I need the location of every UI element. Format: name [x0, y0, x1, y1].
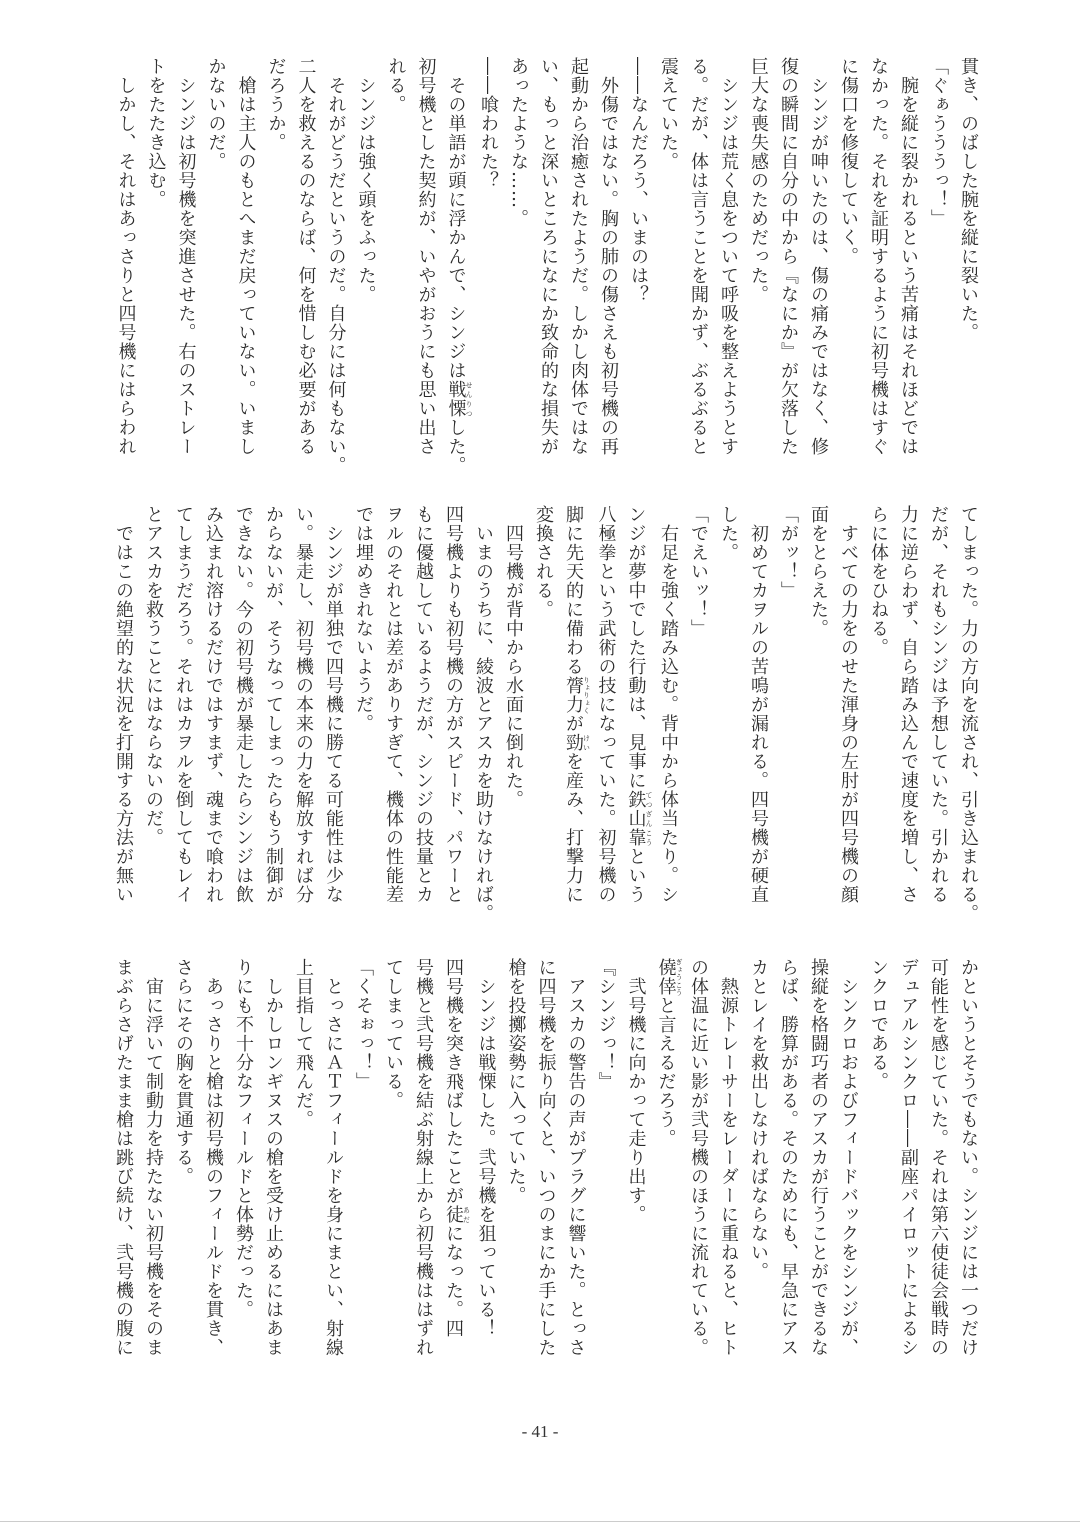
text-column: らば、勝算がある。そのためにも、早急にアス	[778, 958, 799, 1357]
ruby-annotation: 膂力りょりょく	[563, 676, 591, 714]
text-column: 初めてカヲルの苦鳴が漏れる。四号機が硬直	[748, 505, 769, 904]
text-tier-bottom	[113, 958, 983, 1362]
text-column: い、もっと深いところになにか致命的な損失が	[538, 57, 559, 456]
text-column: ンジが夢中でした行動は、見事に鉄山靠てつざんこうという	[625, 505, 653, 904]
text-column: 宙に浮いて制動力を持たない初号機をそのま	[143, 958, 164, 1357]
text-column: とアスカを救うことにはならないのだ。	[143, 505, 164, 847]
text-column: れる。	[385, 57, 407, 114]
text-column: もに優越しているようだが、シンジの技量とカ	[413, 505, 434, 904]
text-column: 脚に先天的に備わる膂力りょりょくが勁けいを産み、打撃力に	[563, 505, 591, 904]
text-column: 起動から治癒されたようだ。しかし肉体ではな	[568, 57, 589, 456]
ruby-annotation: 徒あだ	[443, 1205, 471, 1224]
text-column: てしまっている。	[383, 958, 404, 1110]
text-column: では埋めきれないようだ。	[353, 505, 374, 733]
text-column: 号機と弐号機を結ぶ射線上から初号機ははずれ	[413, 958, 434, 1357]
text-column: 右足を強く踏み込む。背中から体当たり。シ	[658, 505, 679, 904]
text-column: とっさにＡＴフィールドを身にまとい、射線	[323, 958, 344, 1357]
text-column: だが、それもシンジは予想していた。引かれる	[928, 505, 949, 904]
text-column: 四号機を突き飛ばしたことが徒あだになった。四	[443, 958, 471, 1338]
text-column: 「くそぉっ！」	[353, 958, 374, 1091]
text-column: 変換される。	[533, 505, 554, 619]
text-column: 僥倖ぎょうこうと言えるだろう。	[655, 958, 683, 1148]
text-column: シンジが単独で四号機に勝てる可能性は少な	[323, 505, 344, 904]
ruby-annotation: 鉄山靠てつざんこう	[625, 790, 653, 847]
text-column: 上目指して飛んだ。	[293, 958, 314, 1129]
text-column: 二人を救えるのならば、何を惜しむ必要がある	[295, 57, 317, 456]
text-tier-middle	[113, 505, 983, 923]
text-column: いまのうちに、綾波とアスカを助けなければ。	[473, 505, 494, 923]
text-column: した。	[718, 505, 739, 562]
text-column: 『シンジっ！』	[595, 958, 617, 1091]
text-column: 熱源トレーサーをレーダーに重ねると、ヒト	[718, 958, 739, 1357]
text-column: できない。今の初号機が暴走したらシンジは飲	[233, 505, 254, 904]
text-column: ――喰われた？	[478, 57, 499, 190]
text-column: からないが、そうなってしまったらもう制御が	[263, 505, 284, 904]
text-column: ではこの絶望的な状況を打開する方法が無い	[113, 505, 134, 904]
text-column: シンクロおよびフィードバックをシンジが、	[838, 958, 859, 1357]
ruby-annotation: 戦慄せんりつ	[445, 380, 473, 418]
text-column: かないのだ。	[205, 57, 227, 171]
text-column: さらにその胸を貫通する。	[173, 958, 194, 1186]
text-column: 可能性を感じていた。それは第六使徒会戦時の	[928, 958, 949, 1357]
text-column: しかしロンギヌスの槍を受け止めるにはあま	[263, 958, 284, 1357]
text-column: アスカの警告の声がプラグに響いた。とっさ	[565, 958, 587, 1357]
text-column: 四号機が背中から水面に倒れた。	[503, 505, 524, 809]
text-column: シンジが呻いたのは、傷の痛みではなく、修	[808, 57, 829, 456]
text-column: い。暴走し、初号機の本来の力を解放すれば分	[293, 505, 314, 904]
text-column: 巨大な喪失感のためだった。	[748, 57, 769, 304]
page-number: - 41 -	[521, 1422, 559, 1441]
text-column: 震えていた。	[658, 57, 679, 171]
page-edge-divider	[0, 1521, 1080, 1522]
text-column: あっさりと槍は初号機のフィールドを貫き、	[203, 958, 224, 1357]
text-column: る。だが、体は言うことを聞かず、ぶるぶると	[688, 57, 709, 456]
text-column: シンジは強く頭をふった。	[355, 57, 377, 304]
text-column: の体温に近い影が弐号機のほうに流れている。	[688, 958, 709, 1357]
text-column: なかった。それを証明するように初号機はすぐ	[868, 57, 889, 456]
text-column: だろうか。	[265, 57, 287, 152]
text-column: 復の瞬間に自分の中から『なにか』が欠落した	[778, 57, 799, 456]
text-column: に四号機を振り向くと、いつのまにか手にした	[535, 958, 557, 1357]
text-column: それがどうだというのだ。自分には何もない。	[325, 57, 347, 475]
text-column: 「がッ！」	[778, 505, 799, 600]
text-column: シンジは戦慄した。弐号機を狙っている！	[475, 958, 497, 1338]
text-column: 槍を投擲姿勢に入っていた。	[505, 958, 527, 1205]
text-column: シンジは荒く息をついて呼吸を整えようとす	[718, 57, 739, 456]
text-column: まぶらさげたまま槍は跳び続け、弐号機の腹に	[113, 958, 134, 1357]
text-column: 四号機よりも初号機の方がスピード、パワーと	[443, 505, 464, 904]
text-column: デュアルシンクロ――副座パイロットによるシ	[898, 958, 919, 1357]
text-column: 初号機とした契約が、いやがおうにも思い出さ	[415, 57, 437, 456]
text-column: 「でえいッ！」	[688, 505, 709, 638]
text-column: ――なんだろう、いまのは？	[628, 57, 649, 304]
text-column: カとレイを救出しなければならない。	[748, 958, 769, 1281]
text-column: 「ぐぁうううっ！」	[928, 57, 949, 228]
text-column: その単語が頭に浮かんで、シンジは戦慄せんりつした。	[445, 57, 473, 475]
text-column: かというとそうでもない。シンジには一つだけ	[958, 958, 979, 1357]
text-column: 面をとらえた。	[808, 505, 829, 638]
text-column: てしまった。力の方向を流され、引き込まれる。	[958, 505, 979, 923]
text-column: ヲルのそれとは差がありすぎて、機体の性能差	[383, 505, 404, 904]
text-column: 弐号機に向かって走り出す。	[625, 958, 647, 1224]
text-column: すべての力をのせた渾身の左肘が四号機の顔	[838, 505, 859, 904]
text-column: ンクロである。	[868, 958, 889, 1091]
text-column: あったような……。	[508, 57, 529, 228]
text-column: 腕を縦に裂かれるという苦痛はそれほどでは	[898, 57, 919, 456]
text-column: 操縦を格闘巧者のアスカが行うことができるな	[808, 958, 829, 1357]
text-column: 八極拳という武術の技になっていた。初号機の	[595, 505, 617, 904]
text-column: に傷口を修復していく。	[838, 57, 859, 266]
text-column: 外傷ではない。胸の肺の傷さえも初号機の再	[598, 57, 619, 456]
text-column: てしまうだろう。それはカヲルを倒してもレイ	[173, 505, 194, 904]
text-tier-top	[113, 57, 983, 475]
text-column: トをたたき込む。	[145, 57, 167, 209]
ruby-annotation: 僥倖ぎょうこう	[655, 958, 683, 996]
text-column: りにも不十分なフィールドと体勢だった。	[233, 958, 254, 1319]
text-column: らに体をひねる。	[868, 505, 889, 657]
text-column: 力に逆らわず、自ら踏み込んで速度を増し、さ	[898, 505, 919, 904]
text-column: み込まれ溶けるだけではすまず、魂まで喰われ	[203, 505, 224, 904]
ruby-annotation: 勁けい	[563, 733, 591, 752]
text-column: 槍は主人のもとへまだ戻っていない。いまし	[235, 57, 257, 456]
text-column: シンジは初号機を突進させた。右のストレー	[175, 57, 197, 456]
text-column: 貫き、のばした腕を縦に裂いた。	[958, 57, 979, 342]
text-column: しかし、それはあっさりと四号機にはらわれ	[115, 57, 137, 456]
